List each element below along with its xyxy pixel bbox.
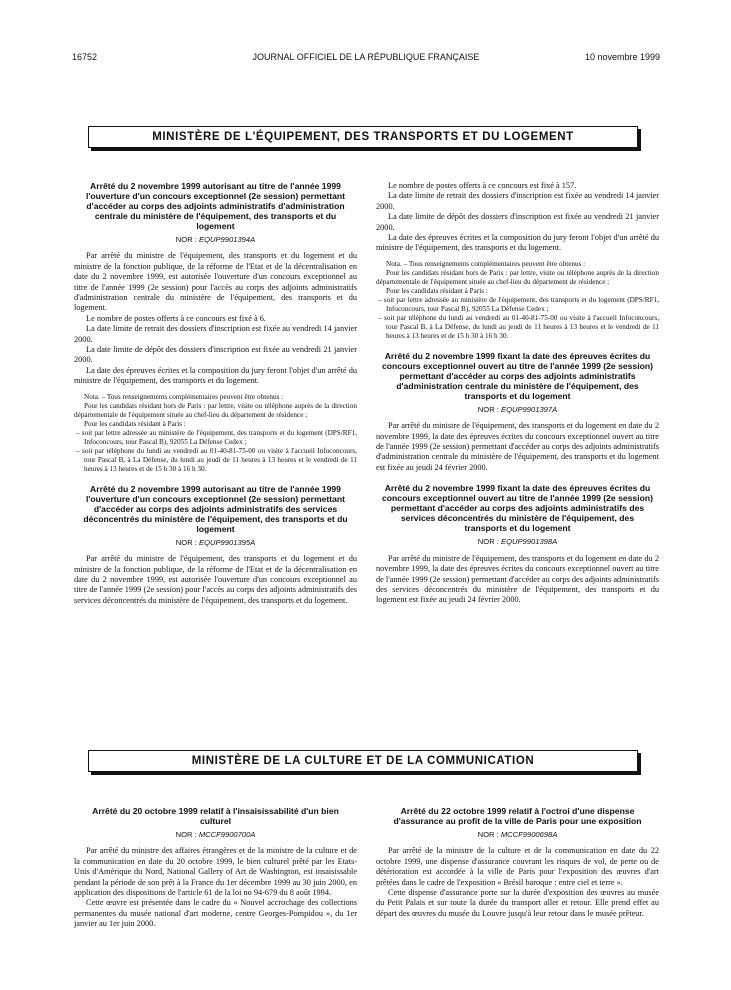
nor-reference: NOR : EQUP9901395A	[175, 537, 256, 547]
paragraph: La date limite de dépôt des dossiers d'inscription est fixée au vendredi 21 janvier 2000.	[376, 212, 659, 232]
left-column-lower	[74, 806, 357, 930]
ministry-heading-culture: MINISTÈRE DE LA CULTURE ET DE LA COMMUNICATION	[88, 750, 638, 772]
paragraph: La date limite de retrait des dossiers d'inscription est fixée au vendredi 14 janvier 2000.	[376, 191, 659, 211]
nor-reference: NOR : EQUP9901398A	[477, 537, 558, 547]
right-column-upper	[376, 181, 659, 606]
journal-title: JOURNAL OFFICIEL DE LA RÉPUBLIQUE FRANÇAISE	[252, 52, 480, 62]
nota-block: Nota. – Tous renseignements complémentaires peuvent être obtenus : Pour les candidats résidant hors de Paris : par lettre, visite ou téléphone auprès de la direction départementale de l'équipement située au chef-lieu du département de résidence ; Pour les candidats résidant à Paris : – soit par lettre adressée au ministère de l'équipement, des transports et du logement (DPS/RF1, Infoconcours, tour Pascal B), 92055 La Défense Cedex ; – soit par téléphone du lundi au vendredi au 01-40-81-75-00 ou visite à l'accueil Infoconcours, tour Pascal B, à La Défense, du lundi au jeudi de 11 heures à 13 heures et le vendredi de 11 heures à 13 heures et de 15 h 30 à 16 h 30.	[74, 392, 357, 473]
paragraph: Par arrêté du ministre des affaires étrangères et de la ministre de la culture et de la communication en date du 20 octobre 1999, le bien culturel prêté par les Etats-Unis d'Amérique du Nord, National Gallery of Art de Washington, est insaisissable pendant la période de son prêt à la France du 1er décembre 1999 au 30 juin 2000, en application des dispositions de l'article 61 de la loi no 94-679 du 8 août 1994.	[74, 846, 357, 898]
article-title: Arrêté du 22 octobre 1999 relatif à l'octroi d'une dispense d'assurance au profit de la ville de Paris pour une exposition	[393, 806, 642, 826]
article-title: Arrêté du 2 novembre 1999 fixant la date des épreuves écrites du concours exceptionnel ouvert au titre de l'année 1999 (2e session) permettant d'accéder au corps des adjoints administratifs d'administration centrale du ministère de l'équipement, des transports et du logement	[382, 350, 653, 401]
article-title: Arrêté du 20 octobre 1999 relatif à l'insaisissabilité d'un bien culturel	[92, 806, 339, 826]
nota-block: Nota. – Tous renseignements complémentaires peuvent être obtenus : Pour les candidats résidant hors de Paris : par lettre, visite ou téléphone auprès de la direction départementale de l'équipement située au chef-lieu du département de résidence ; Pour les candidats résidant à Paris : – soit par lettre adressée au ministère de l'équipement, des transports et du logement (DPS/RF1, Infoconcours, tour Pascal B), 92055 La Défense Cedex ; – soit par téléphone du lundi au vendredi au 01-40-81-75-00 ou visite à l'accueil Infoconcours, tour Pascal B, à La Défense, du lundi au jeudi de 11 heures à 13 heures et le vendredi de 11 heures à 13 heures et de 15 h 30 à 16 h 30.	[376, 259, 659, 340]
paragraph: Par arrêté du ministre de l'équipement, des transports et du logement en date du 2 novembre 1999, la date des épreuves écrites du concours exceptionnel ouvert au titre de l'année 1999 (2e session) permettant d'accéder au corps des adjoints administratifs d'administration centrale du ministère de l'équipement, des transports et du logement est fixée au jeudi 24 février 2000.	[376, 421, 659, 472]
page-number: 16752	[72, 52, 98, 62]
ministry-heading-equipement: MINISTÈRE DE L'ÉQUIPEMENT, DES TRANSPORTS ET DU LOGEMENT	[88, 126, 638, 148]
left-column-upper	[74, 181, 357, 606]
issue-date: 10 novembre 1999	[584, 52, 660, 62]
nor-reference: NOR : EQUP9901397A	[477, 404, 558, 414]
paragraph: Cette œuvre est présentée dans le cadre du « Nouvel accrochage des collections permanentes du musée national d'art moderne, centre Georges-Pompidou », du 1er janvier au 1er juin 2000.	[74, 898, 357, 929]
paragraph: La date limite de retrait des dossiers d'inscription est fixée au vendredi 14 janvier 2000.	[74, 324, 357, 344]
paragraph: La date des épreuves écrites et la composition du jury feront l'objet d'un arrêté du ministre de l'équipement, des transports et du logement.	[376, 233, 659, 253]
right-column-lower	[376, 806, 659, 919]
nor-reference: NOR : MCCF9900698A	[477, 830, 558, 839]
nor-reference: NOR : EQUP9901394A	[175, 235, 256, 244]
paragraph: Par arrêté du ministre de l'équipement, des transports et du logement et du ministre de la fonction publique, de la réforme de l'Etat et de la décentralisation en date du 2 novembre 1999, est autorisée l'ouverture d'un concours exceptionnel au titre de l'année 1999 (2e session) pour l'accès au corps des adjoints administratifs d'administration centrale du ministère de l'équipement, des transports et du logement.	[74, 251, 357, 313]
paragraph: Par arrêté du ministre de l'équipement, des transports et du logement en date du 2 novembre 1999, la date des épreuves écrites du concours exceptionnel ouvert au titre de l'année 1999 (2e session) permettant d'accéder au corps des adjoints administratifs des services déconcentrés du ministère de l'équipement, des transports et du logement est fixée au jeudi 24 février 2000.	[376, 553, 659, 605]
paragraph: La date limite de dépôt des dossiers d'inscription est fixée au vendredi 21 janvier 2000.	[74, 345, 357, 365]
paragraph: Par arrêté du ministre de l'équipement, des transports et du logement et du ministre de la fonction publique, de la réforme de l'Etat et de la décentralisation en date du 2 novembre 1999, est autorisée l'ouverture d'un concours exceptionnel au titre de l'année 1999 (2e session) pour l'accès au corps des adjoints administratifs des services déconcentrés du ministère de l'équipement, des transports et du logement.	[74, 554, 357, 605]
article-title: Arrêté du 2 novembre 1999 autorisant au titre de l'année 1999 l'ouverture d'un concours exceptionnel (2e session) permettant d'accéder au corps des adjoints administratifs d'administration centrale du ministère de l'équipement, des transports et du logement	[85, 181, 346, 231]
article-title: Arrêté du 2 novembre 1999 autorisant au titre de l'année 1999 l'ouverture d'un concours exceptionnel (2e session) permettant d'accéder au corps des adjoints administratifs des services déconcentrés du ministère de l'équipement, des transports et du logement	[83, 483, 348, 534]
paragraph: Le nombre de postes offerts à ce concours est fixé à 157.	[388, 181, 577, 190]
paragraph: Cette dispense d'assurance porte sur la durée d'exposition des œuvres au musée du Petit Palais et sur toute la durée du transport aller et retour. Elle prend effet au départ des œuvres du musée du Louvre jusqu'à leur retour dans le musée prêteur.	[376, 888, 659, 918]
paragraph: Le nombre de postes offerts à ce concours est fixé à 6.	[86, 313, 267, 323]
paragraph: La date des épreuves écrites et la composition du jury feront l'objet d'un arrêté du ministre de l'équipement, des transports et du logement.	[74, 365, 357, 386]
paragraph: Par arrêté de la ministre de la culture et de la communication en date du 22 octobre 1999, une dispense d'assurance couvrant les risques de vol, de perte ou de détérioration est accordée à la ville de Paris pour l'exposition des œuvres d'art prêtées dans le cadre de l'exposition « Brésil baroque : entre ciel et terre ».	[376, 846, 659, 887]
article-title: Arrêté du 2 novembre 1999 fixant la date des épreuves écrites du concours exceptionnel ouvert au titre de l'année 1999 (2e session) permettant d'accéder au corps des adjoints administratifs des services déconcentrés du ministère de l'équipement, des transports et du logement	[382, 483, 653, 534]
page-header	[72, 52, 660, 66]
nor-reference: NOR : MCCF9900700A	[175, 830, 256, 839]
